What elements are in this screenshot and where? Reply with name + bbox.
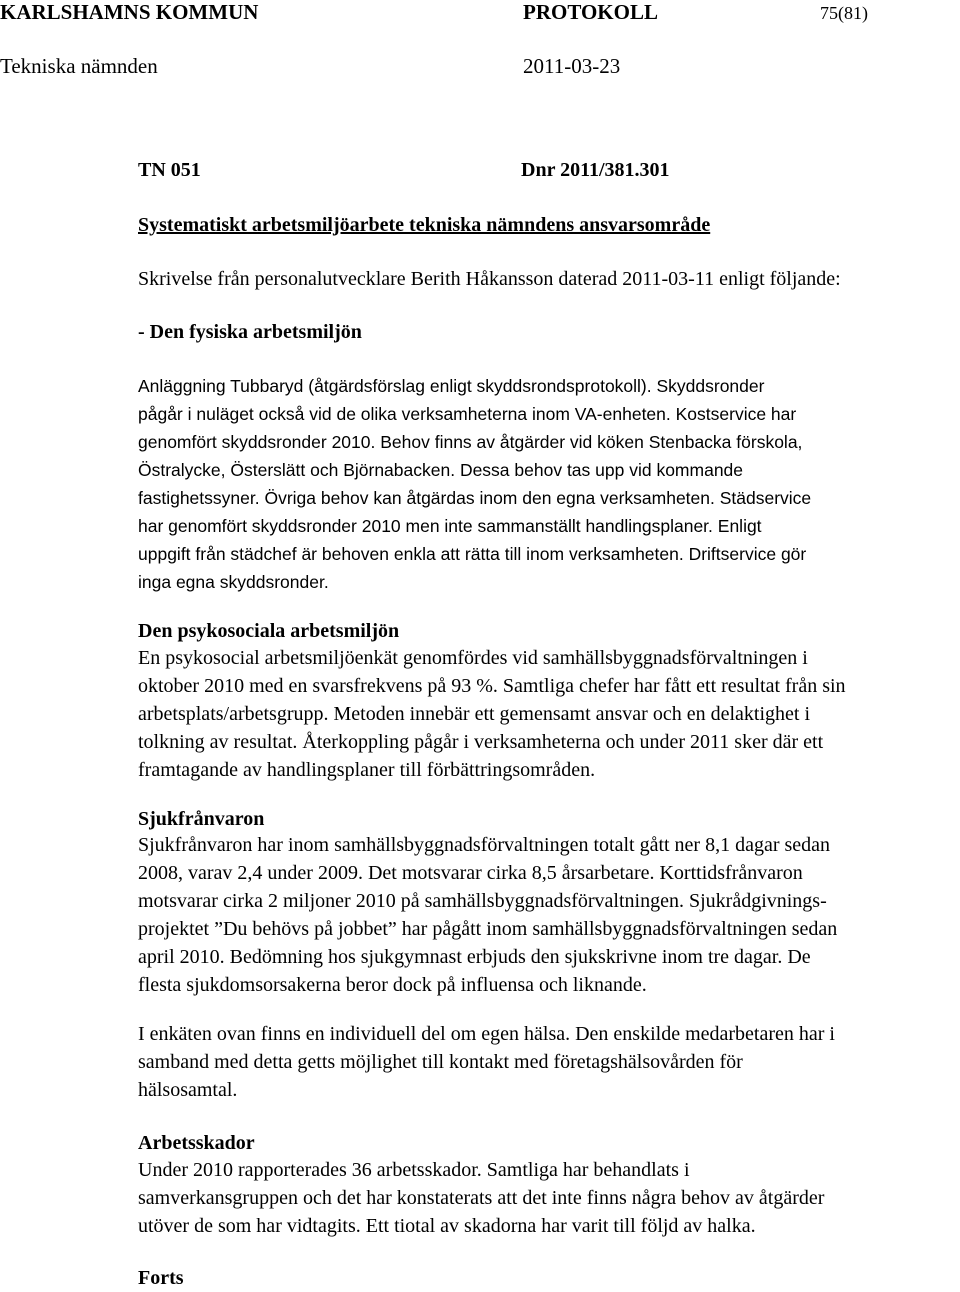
paragraph-line: hälsosamtal. bbox=[138, 1079, 238, 1101]
case-dnr: Dnr 2011/381.301 bbox=[521, 159, 670, 181]
paragraph-line: Anläggning Tubbaryd (åtgärdsförslag enligt skyddsrondsprotokoll). Skyddsronder bbox=[138, 376, 765, 396]
paragraph-line: Under 2010 rapporterades 36 arbetsskador. Samtliga har behandlats i bbox=[138, 1159, 690, 1181]
paragraph-line: genomfört skyddsronder 2010. Behov finns av åtgärder vid köken Stenbacka förskola, bbox=[138, 432, 803, 452]
section-heading-sickness: Sjukfrånvaron bbox=[138, 808, 265, 830]
meeting-date: 2011-03-23 bbox=[523, 54, 621, 78]
case-title: Systematiskt arbetsmiljöarbete tekniska nämndens ansvarsområde bbox=[138, 214, 711, 236]
paragraph-line: flesta sjukdomsorsakerna beror dock på influensa och liknande. bbox=[138, 974, 647, 996]
paragraph-line: motsvarar cirka 2 miljoner 2010 på samhällsbyggnadsförvaltningen. Sjukrådgivnings- bbox=[138, 890, 827, 912]
paragraph-line: inga egna skyddsronder. bbox=[138, 572, 329, 592]
section-heading-injuries: Arbetsskador bbox=[138, 1132, 255, 1154]
section-heading-continued: Forts bbox=[138, 1267, 184, 1289]
section-body-injuries bbox=[138, 1156, 824, 1240]
paragraph-line: tolkning av resultat. Återkoppling pågår i verksamheterna och under 2011 sker där ett bbox=[138, 731, 824, 753]
case-number: TN 051 bbox=[138, 159, 201, 181]
section-heading-physical: - Den fysiska arbetsmiljön bbox=[138, 321, 362, 343]
paragraph-line: 2008, varav 2,4 under 2009. Det motsvarar cirka 8,5 årsarbetare. Korttidsfrånvaron bbox=[138, 862, 803, 884]
paragraph-line: Sjukfrånvaron har inom samhällsbyggnadsförvaltningen totalt gått ner 8,1 dagar sedan bbox=[138, 834, 831, 856]
page-number: 75(81) bbox=[820, 3, 868, 23]
committee-name: Tekniska nämnden bbox=[0, 54, 158, 78]
paragraph-line: har genomfört skyddsronder 2010 men inte sammanställt handlingsplaner. Enligt bbox=[138, 516, 762, 536]
paragraph-line: projektet ”Du behövs på jobbet” har pågått inom samhällsbyggnadsförvaltningen sedan bbox=[138, 918, 838, 940]
paragraph-line: utöver de som har vidtagits. Ett tiotal av skadorna har varit till följd av halka. bbox=[138, 1215, 756, 1237]
paragraph-line: framtagande av handlingsplaner till förbättringsområden. bbox=[138, 759, 596, 781]
paragraph-line: samverkansgruppen och det har konstaterats att det inte finns några behov av åtgärder bbox=[138, 1187, 825, 1209]
case-intro: Skrivelse från personalutvecklare Berith Håkansson daterad 2011-03-11 enligt följande: bbox=[138, 268, 841, 290]
section-body-sickness-extra bbox=[138, 1020, 835, 1104]
paragraph-line: I enkäten ovan finns en individuell del om egen hälsa. Den enskilde medarbetaren har i bbox=[138, 1023, 835, 1045]
paragraph-line: april 2010. Bedömning hos sjukgymnast erbjuds den sjukskrivne inom tre dagar. De bbox=[138, 946, 811, 968]
paragraph-line: oktober 2010 med en svarsfrekvens på 93 %. Samtliga chefer har fått ett resultat från sin bbox=[138, 675, 846, 697]
section-body-sickness bbox=[138, 831, 837, 999]
paragraph-line: samband med detta getts möjlighet till kontakt med företagshälsovården för bbox=[138, 1051, 743, 1073]
paragraph-line: En psykosocial arbetsmiljöenkät genomfördes vid samhällsbyggnadsförvaltningen i bbox=[138, 647, 808, 669]
paragraph-line: uppgift från städchef är behoven enkla att rätta till inom verksamheten. Driftservice gör bbox=[138, 544, 807, 564]
paragraph-line: Östralycke, Österslätt och Björnabacken. Dessa behov tas upp vid kommande bbox=[138, 460, 744, 480]
section-body-physical bbox=[138, 372, 811, 596]
section-heading-psychosocial: Den psykosociala arbetsmiljön bbox=[138, 620, 400, 642]
section-body-psychosocial bbox=[138, 644, 846, 784]
paragraph-line: fastighetssyner. Övriga behov kan åtgärdas inom den egna verksamheten. Städservice bbox=[138, 488, 812, 508]
org-name: KARLSHAMNS KOMMUN bbox=[0, 0, 259, 24]
document-type: PROTOKOLL bbox=[523, 0, 658, 24]
paragraph-line: arbetsplats/arbetsgrupp. Metoden innebär ett gemensamt ansvar och en delaktighet i bbox=[138, 703, 811, 725]
paragraph-line: pågår i nuläget också vid de olika verksamheterna inom VA-enheten. Kostservice har bbox=[138, 404, 797, 424]
